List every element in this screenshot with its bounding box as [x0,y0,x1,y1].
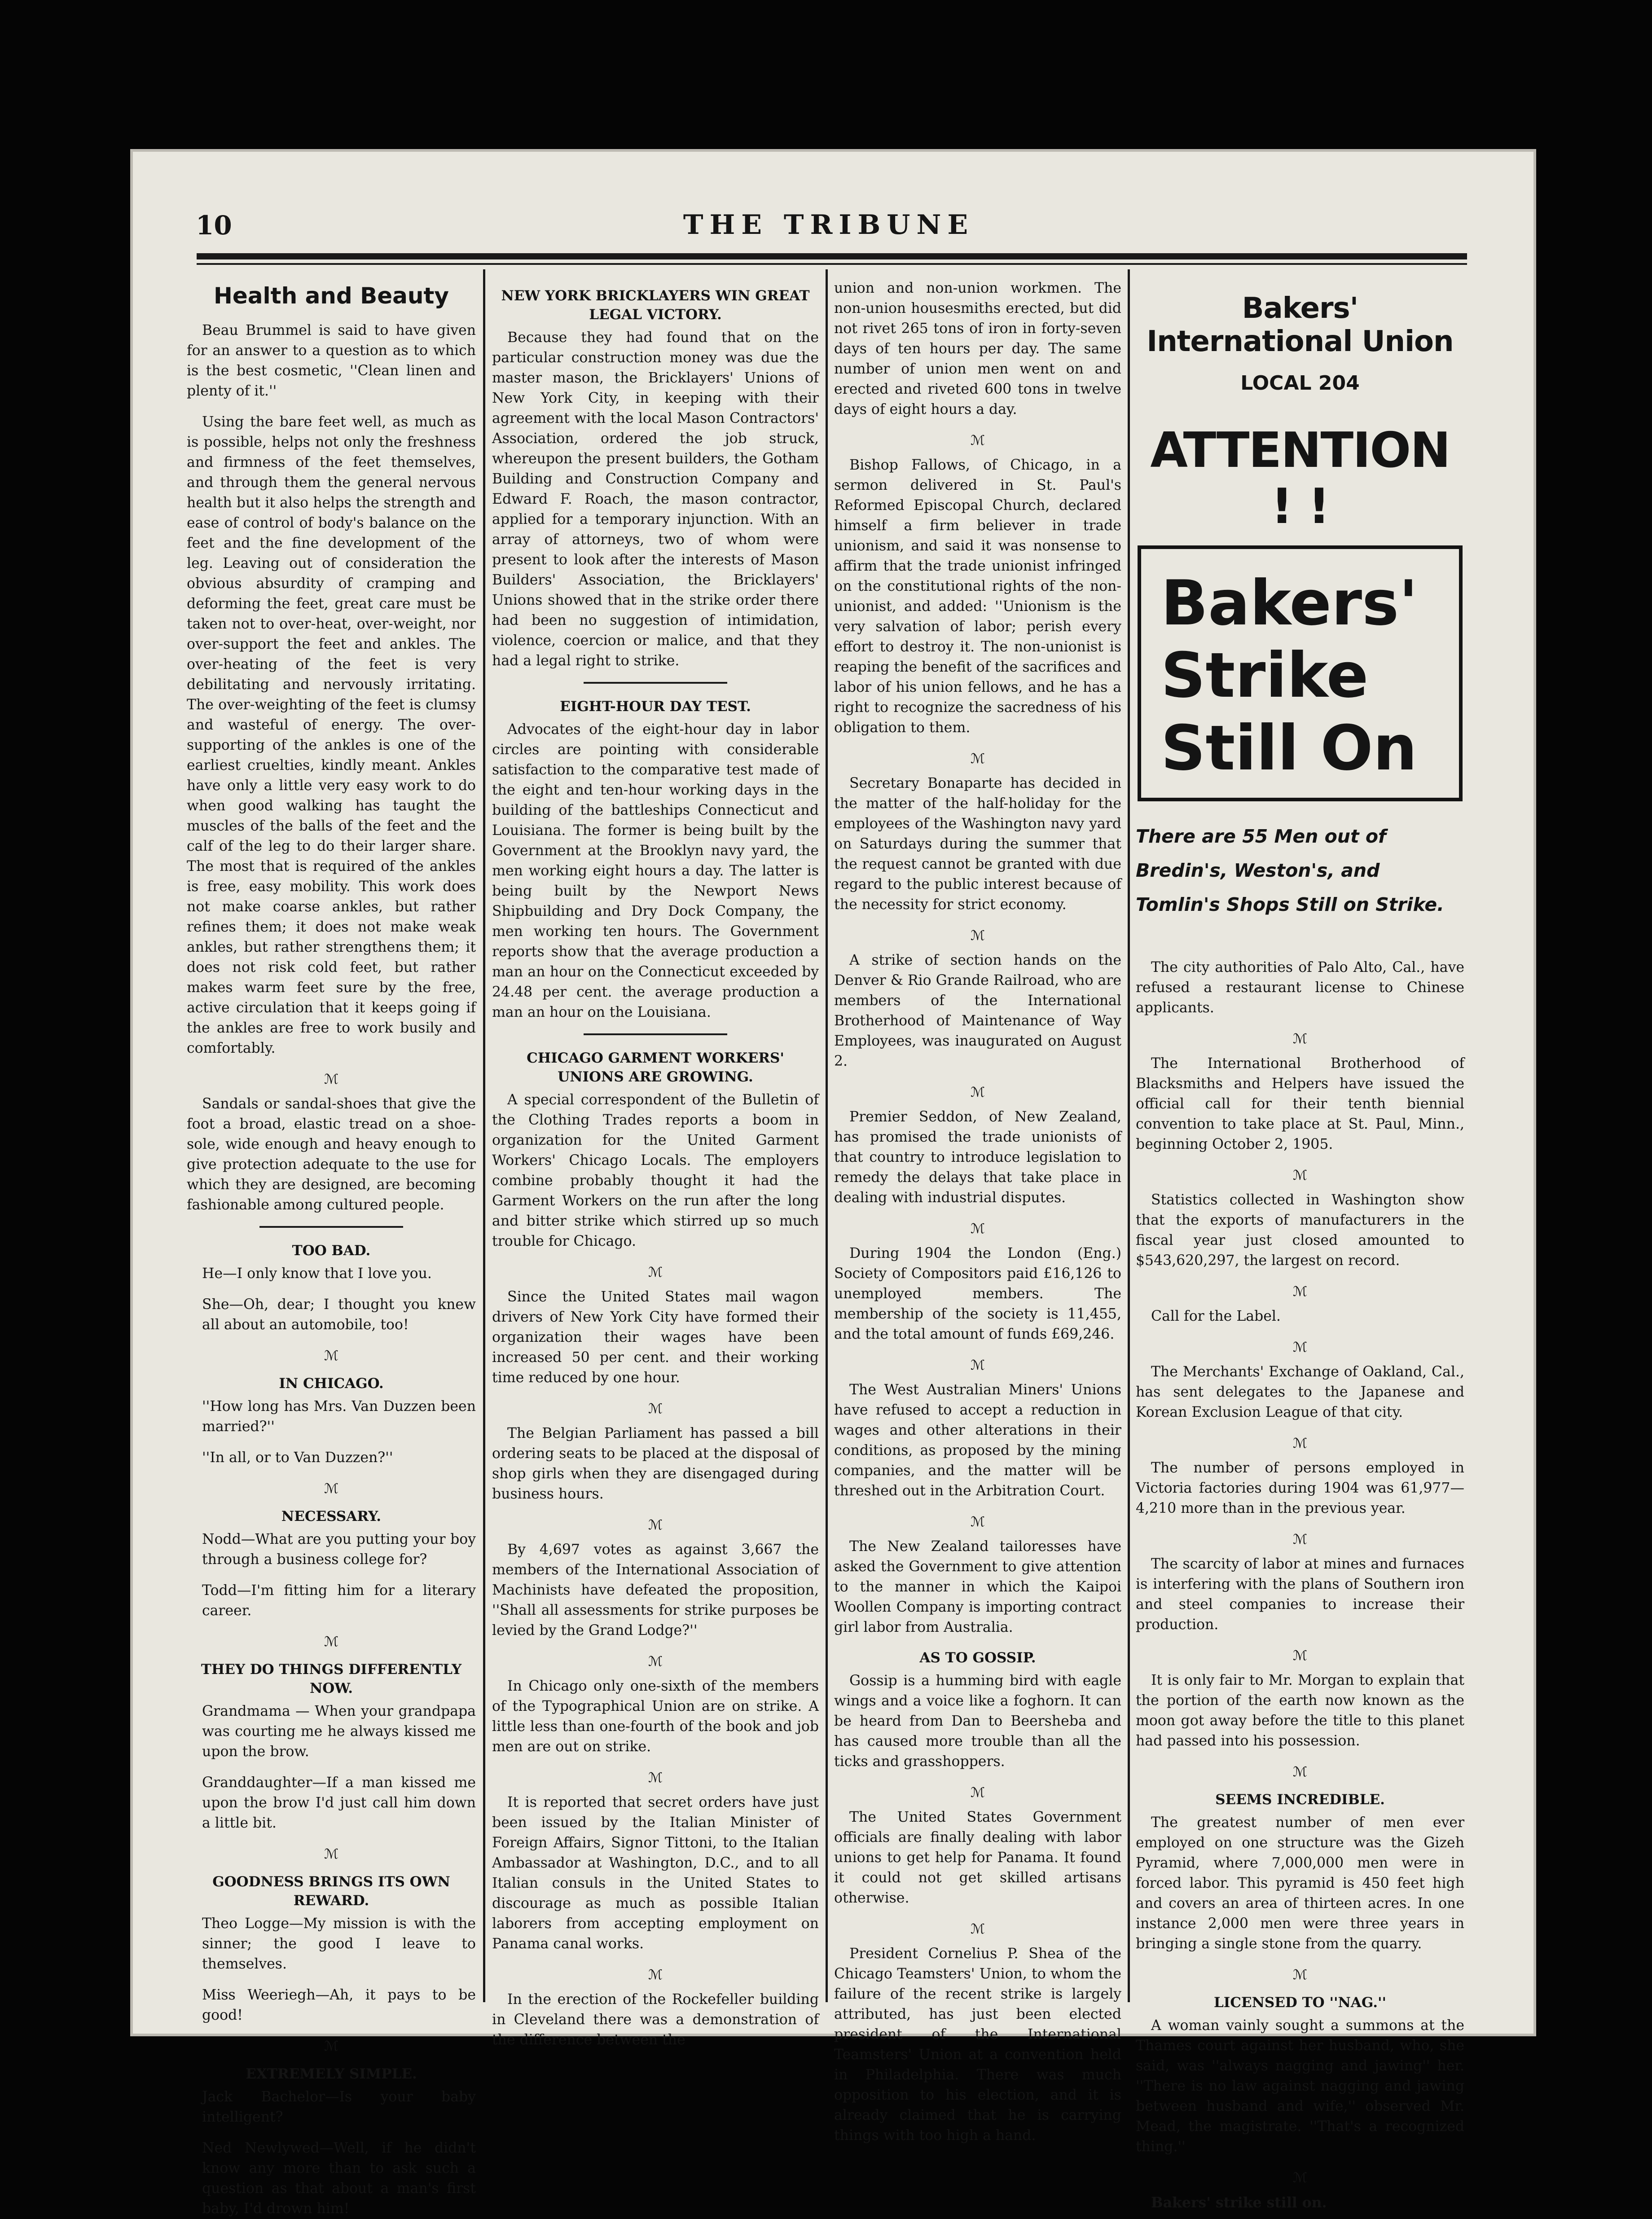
column-rule-2 [826,269,828,2002]
ornament-icon: ℳ [1292,1764,1308,1780]
joke-line: She—Oh, dear; I thought you knew all about an automobile, too! [202,1296,476,1333]
joke-heading: NECESSARY. [281,1508,382,1525]
joke-line: Ned Newlywed—Well, if he didn't know any more than to ask such a question as that about a man's first baby, I'd drown him! [202,2140,476,2217]
column-2 [492,278,819,2048]
ad-attention: ATTENTION ! ! [1150,422,1450,535]
ornament-icon: ℳ [648,1770,663,1786]
ornament-icon: ℳ [324,1072,339,1087]
ad-title: Bakers' International Union [1147,292,1454,358]
ad-note: There are 55 Men out of Bredin's, Weston's, and Tomlin's Shops Still on Strike. [1136,826,1444,916]
column-rule-1 [483,269,485,2002]
article-paragraph: The New Zealand tailoresses have asked the Government to give attention to the manner in which the Kaipoi Woollen Company is importing contract girl labor from Australia. [834,1538,1121,1635]
article-paragraph: By 4,697 votes as against 3,667 the members of the International Association of Machinists have defeated the proposition, ''Shall all assessments for strike purposes be levied by the Grand Lodge?'' [492,1542,819,1639]
joke-line: ''In all, or to Van Duzzen?'' [202,1450,393,1466]
joke-line: Nodd—What are you putting your boy through a business college for? [202,1531,476,1568]
article-paragraph: During 1904 the London (Eng.) Society of Compositors paid £16,126 to unemployed members. The membership of the society is 11,455, and the total amount of funds £69,246. [834,1245,1121,1342]
ad-strike-box [1138,545,1463,801]
article-paragraph: Statistics collected in Washington show that the exports of manufacturers in the fiscal year just closed amounted to $543,620,297, the largest on record. [1136,1192,1464,1269]
ornament-icon: ℳ [970,1085,985,1100]
ad-box-line: Still On [1161,712,1417,784]
ornament-icon: ℳ [324,1348,339,1364]
article-paragraph: It is reported that secret orders have just been issued by the Italian Minister of Foreign Affairs, Signor Tittoni, to the Italian Ambassador at Washington, D.C., and to all Italian consuls in the United States to discourage as much as possible Italian laborers from accepting employment on Panama canal works. [492,1794,819,1952]
article-headline: EIGHT-HOUR DAY TEST. [560,699,751,715]
article-paragraph: The Merchants' Exchange of Oakland, Cal., has sent delegates to the Japanese and Korean Exclusion League of that city. [1136,1364,1464,1421]
article-paragraph: Using the bare feet well, as much as is possible, helps not only the freshness and firmness of the feet themselves, and through them the general nervous health but it also helps the strength and ease of control of body's balance on the feet and the fine development of the leg. Leaving out of consideration the obvious absurdity of cramping and deforming the feet, great care must be taken not to over-heat, over-weight, nor over-support the feet and ankles. The over-heating of the feet is very debilitating and nervously irritating. The over-weighting of the feet is clumsy and wasteful of energy. The over-supporting of the ankles is one of the earliest cruelties, kindly meant. Ankles have only a little very easy work to do when good walking has taught the muscles of the balls of the feet and the calf of the leg to do their larger share. The most that is required of the ankles is free, easy mobility. This work does not make coarse ankles, but rather refines them; it does not make weak ankles, but rather strengthens them; it does not risk cold feet, but rather makes warm feet sure by the free, active circulation that it keeps going if the ankles are free to work busily and comfortably. [187,414,476,1056]
ornament-icon: ℳ [970,433,985,448]
ornament-icon: ℳ [648,1401,663,1417]
ornament-icon: ℳ [324,1846,339,1862]
ornament-icon: ℳ [1292,1168,1308,1184]
ornament-icon: ℳ [1292,1284,1308,1300]
article-paragraph: President Cornelius P. Shea of the Chicago Teamsters' Union, to whom the failure of the recent strike is largely attributed, has just been elected president of the International Teamsters' Union at a convention held in Philadelphia. There was much opposition to his election, and it is already claimed that he is carrying things with too high a hand. [834,1946,1121,2144]
ornament-icon: ℳ [970,1785,985,1801]
ornament-icon: ℳ [1292,1648,1308,1664]
article-paragraph: In Chicago only one-sixth of the members of the Typographical Union are on strike. A little less than one-fourth of the book and job men are out on strike. [492,1678,819,1755]
article-paragraph: The International Brotherhood of Blacksmiths and Helpers have issued the official call for their tenth biennial convention to take place at St. Paul, Minn., beginning October 2, 1905. [1136,1055,1464,1153]
column-1 [187,278,476,2217]
ornament-icon: ℳ [970,1221,985,1237]
article-headline: NEW YORK BRICKLAYERS WIN GREAT LEGAL VICTORY. [501,288,810,323]
article-paragraph: Since the United States mail wagon drivers of New York City have formed their organization their wages have been increased 50 per cent. and their working time reduced by one hour. [492,1289,819,1386]
joke-heading: EXTREMELY SIMPLE. [246,2066,417,2082]
ad-box-line: Bakers' [1161,567,1418,639]
ornament-icon: ℳ [324,1634,339,1650]
joke-heading: TOO BAD. [292,1243,371,1259]
section-divider [584,682,727,684]
article-paragraph: Advocates of the eight-hour day in labor circles are pointing with considerable satisfaction to the comparative test made of the eight and ten-hour working days in the building of the battleships Connecticut and Louisiana. The former is being built by the Government at the Brooklyn navy yard, the men working eight hours a day. The latter is being built by the Newport News Shipbuilding and Dry Dock Company, the men working ten hours. The Government reports show that the average production a man an hour on the Connecticut exceeded by 24.48 per cent. the average production a man an hour on the Louisiana. [492,721,819,1020]
article-paragraph: The city authorities of Palo Alto, Cal., have refused a restaurant license to Chinese applicants. [1136,959,1464,1016]
masthead-rule-thin [197,263,1467,265]
ornament-icon: ℳ [648,1517,663,1533]
ornament-icon: ℳ [648,1967,663,1983]
article-paragraph: union and non-union workmen. The non-union housesmiths erected, but did not rivet 265 tons of iron in forty-seven days of ten hours per day. The same number of union men went on and erected and riveted 600 tons in twelve days of eight hours a day. [834,280,1121,417]
article-paragraph: Gossip is a humming bird with eagle wings and a voice like a foghorn. It can be heard from Dan to Beersheba and has caused more trouble than all the ticks and grasshoppers. [834,1673,1121,1770]
article-headline: AS TO GOSSIP. [919,1650,1036,1666]
joke-heading: IN CHICAGO. [279,1375,384,1392]
ornament-icon: ℳ [648,1654,663,1670]
section-heading: Health and Beauty [214,283,449,309]
column-4 [1136,278,1464,2211]
ornament-icon: ℳ [1292,2170,1308,2186]
masthead-title: THE TRIBUNE [683,209,975,241]
joke-heading: THEY DO THINGS DIFFERENTLY NOW. [201,1661,462,1696]
ornament-icon: ℳ [970,928,985,944]
article-headline: LICENSED TO ''NAG.'' [1213,1995,1386,2011]
article-paragraph: Call for the Label. [1151,1308,1281,1325]
ornament-icon: ℳ [324,1481,339,1497]
article-headline: SEEMS INCREDIBLE. [1215,1792,1385,1808]
article-paragraph: Sandals or sandal-shoes that give the foot a broad, elastic tread on a shoe-sole, wide enough and heavy enough to give protection adequate to the use for which they are designed, are becoming fashionable among cultured people. [187,1096,476,1213]
article-paragraph: A special correspondent of the Bulletin of the Clothing Trades reports a boom in organization for the United Garment Workers' Chicago Locals. The employers combine probably thought it had the Garment Workers on the run after the long and bitter strike which stirred up so much trouble for Chicago. [492,1092,819,1249]
joke-line: Todd—I'm fitting him for a literary career. [202,1582,476,1619]
ornament-icon: ℳ [1292,1340,1308,1356]
page-number: 10 [196,210,232,241]
article-paragraph: The greatest number of men ever employed on one structure was the Gizeh Pyramid, where 7,000,000 men were in forced labor. This pyramid is 450 feet high and covers an area of thirteen acres. In one instance 2,000 men were three years in bringing a single stone from the quarry. [1136,1815,1464,1952]
article-paragraph: Bishop Fallows, of Chicago, in a sermon delivered in St. Paul's Reformed Episcopal Church, declared himself a firm believer in trade unionism, and said it was nonsense to affirm that the trade unionist infringed on the constitutional rights of the non-unionist, and added: ''Unionism is the very salvation of labor; perish every effort to destroy it. The non-unionist is reaping the benefit of the sacrifices and labor of his union fellows, and he has a right to recognize the sacredness of his obligation to them. [834,457,1121,736]
newspaper-page [133,152,1533,2217]
article-paragraph: It is only fair to Mr. Morgan to explain that the portion of the earth now known as the moon got away before the title to this planet had passed into his possession. [1136,1672,1464,1749]
ornament-icon: ℳ [324,2039,339,2054]
joke-line: He—I only know that I love you. [202,1265,432,1282]
article-headline: CHICAGO GARMENT WORKERS' UNIONS ARE GROWING. [527,1050,784,1085]
section-divider [584,1033,727,1035]
article-paragraph: The Belgian Parliament has passed a bill ordering seats to be placed at the disposal of shop girls when they are disengaged during business hours. [492,1425,819,1502]
column-rule-3 [1128,269,1130,2002]
article-paragraph: Premier Seddon, of New Zealand, has promised the trade unionists of that country to introduce legislation to remedy the delays that take place in dealing with industrial disputes. [834,1109,1121,1206]
ad-box-line: Strike [1161,639,1369,712]
article-paragraph: The United States Government officials are finally dealing with labor unions to get help for Panama. It found it could not get skilled artisans otherwise. [834,1809,1121,1906]
ornament-icon: ℳ [970,751,985,767]
ornament-icon: ℳ [648,1265,663,1280]
joke-line: Granddaughter—If a man kissed me upon the brow I'd just call him down a little bit. [202,1775,476,1831]
joke-line: Grandmama — When your grandpapa was courting me he always kissed me upon the brow. [202,1703,476,1760]
section-divider [259,1226,403,1228]
article-paragraph: Secretary Bonaparte has decided in the matter of the half-holiday for the employees of the Washington navy yard on Saturdays during the summer that the request cannot be granted with due regard to the public interest because of the necessity for strict economy. [834,775,1121,913]
article-paragraph: Beau Brummel is said to have given for an answer to a question as to which is the best cosmetic, ''Clean linen and plenty of it.'' [187,322,476,399]
joke-heading: GOODNESS BRINGS ITS OWN REWARD. [212,1874,450,1909]
article-paragraph: In the erection of the Rockefeller building in Cleveland there was a demonstration of the difference between the [492,1991,819,2048]
article-paragraph: The number of persons employed in Victoria factories during 1904 was 61,977—4,210 more than in the previous year. [1136,1460,1464,1517]
ornament-icon: ℳ [1292,1967,1308,1983]
article-paragraph: A strike of section hands on the Denver & Rio Grande Railroad, who are members of the International Brotherhood of Maintenance of Way Employees, was inaugurated on August 2. [834,952,1121,1069]
joke-line: Miss Weeriegh—Ah, it pays to be good! [202,1987,476,2023]
joke-line: ''How long has Mrs. Van Duzzen been married?'' [202,1398,476,1435]
ornament-icon: ℳ [1292,1436,1308,1452]
article-paragraph: The scarcity of labor at mines and furnaces is interfering with the plans of Southern iron and steel companies to increase their production. [1136,1556,1464,1633]
column-3 [834,278,1121,2144]
ornament-icon: ℳ [970,1921,985,1937]
ornament-icon: ℳ [970,1358,985,1373]
ornament-icon: ℳ [1292,1031,1308,1047]
joke-line: Jack Bachelor—Is your baby intelligent? [202,2089,476,2125]
ornament-icon: ℳ [970,1514,985,1530]
masthead-rule-thick [197,253,1467,259]
article-paragraph: The West Australian Miners' Unions have refused to accept a reduction in wages and other alterations in their conditions, as proposed by the mining companies, and the matter will be threshed out in the Arbitration Court. [834,1382,1121,1499]
article-paragraph: A woman vainly sought a summons at the Thames court against her husband, who, she said, was ''always nagging and jawing'' her. ''There is no law against nagging and jawing between husband and wife,'' observed Mr. Mead, the magistrate. ''That's a recognized thing.'' [1136,2017,1464,2155]
joke-line: Theo Logge—My mission is with the sinner; the good I leave to themselves. [202,1916,476,1972]
ornament-icon: ℳ [1292,1532,1308,1548]
article-paragraph: Bakers' strike still on. [1151,2194,1327,2211]
ad-local-number: LOCAL 204 [1240,372,1360,395]
article-paragraph: Because they had found that on the particular construction money was due the master mason, the Bricklayers' Unions of New York City, in keeping with their agreement with the local Mason Contractors' Association, ordered the job struck, whereupon the present builders, the Gotham Building and Construction Company and Edward F. Roach, the mason contractor, applied for a temporary injunction. With an array of attorneys, two of whom were present to look after the interests of Mason Builders' Association, the Bricklayers' Unions showed that in the strike order there had been no suggestion of intimidation, violence, coercion or malice, and that they had a legal right to strike. [492,330,819,669]
